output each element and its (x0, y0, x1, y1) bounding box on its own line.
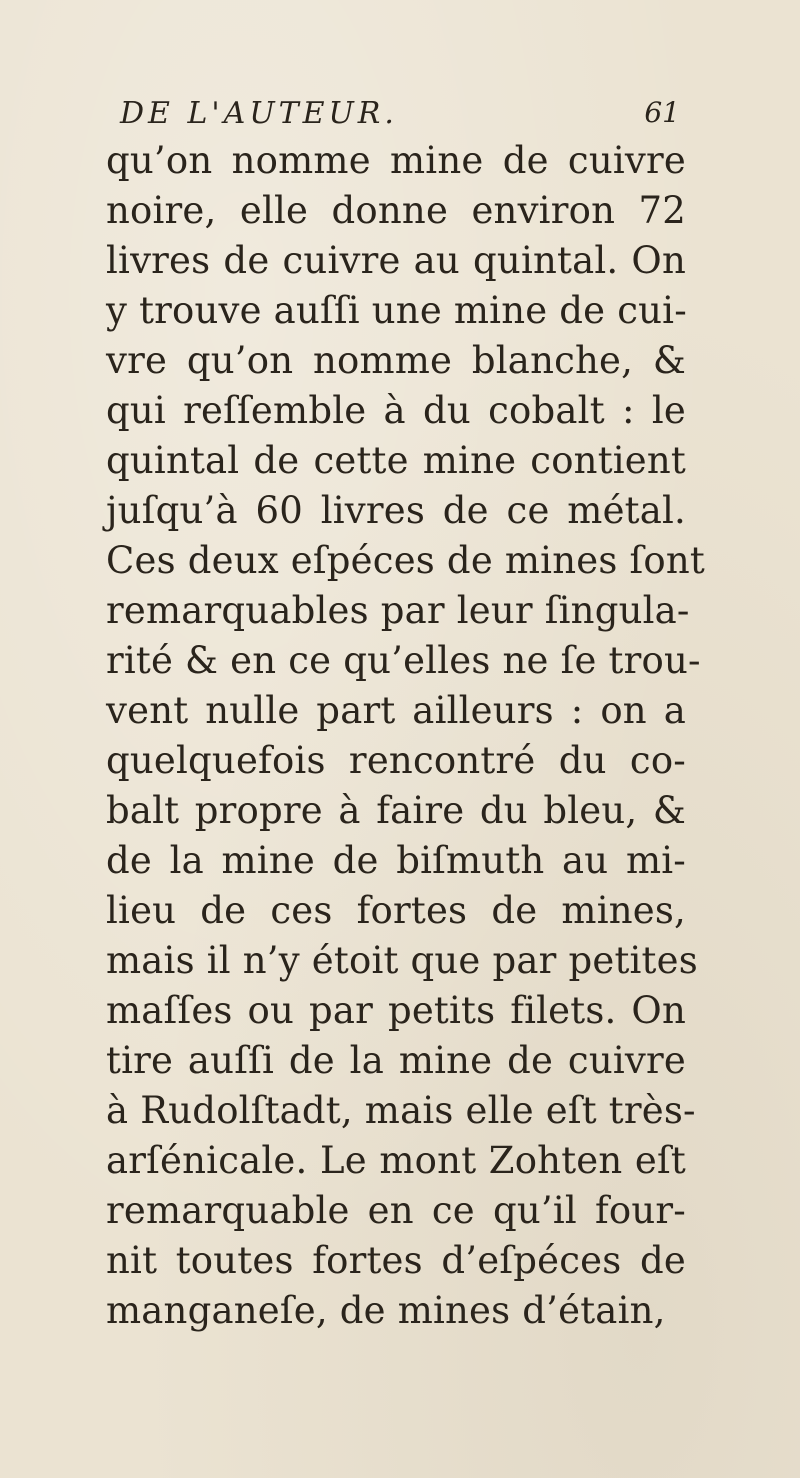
text-line: lieu de ces fortes de mines, (106, 889, 686, 932)
text-line: quelquefois rencontré du co- (106, 739, 686, 782)
text-line: juſqu’à 60 livres de ce métal. (106, 489, 686, 532)
text-line: remarquable en ce qu’il four- (106, 1189, 686, 1232)
text-line: balt propre à faire du bleu, & (106, 789, 686, 832)
page-number: 61 (644, 96, 680, 129)
text-line: quintal de cette mine contient (106, 439, 686, 482)
running-title: DE L'AUTEUR. (120, 96, 398, 131)
text-line: arſénicale. Le mont Zohten eſt (106, 1139, 686, 1182)
text-line: mais il n’y étoit que par petites (106, 939, 698, 982)
text-line: vre qu’on nomme blanche, & (106, 339, 686, 382)
text-line: rité & en ce qu’elles ne ſe trou- (106, 639, 701, 682)
text-line: Ces deux eſpéces de mines ſont (106, 539, 705, 582)
running-header (120, 96, 680, 136)
text-line: noire, elle donne environ 72 (106, 189, 686, 232)
text-line: livres de cuivre au quintal. On (106, 239, 686, 282)
text-line: qui reſſemble à du cobalt : le (106, 389, 686, 432)
text-line: nit toutes fortes d’eſpéces de (106, 1239, 686, 1282)
text-line: à Rudolſtadt, mais elle eſt très- (106, 1089, 696, 1132)
text-line: manganeſe, de mines d’étain, (106, 1289, 666, 1332)
text-line: remarquables par leur ſingula- (106, 589, 690, 632)
text-line: vent nulle part ailleurs : on a (106, 689, 686, 732)
text-line: y trouve auſſi une mine de cui- (106, 289, 687, 332)
text-line: maſſes ou par petits filets. On (106, 989, 686, 1032)
text-line: tire auſſi de la mine de cuivre (106, 1039, 686, 1082)
text-line: de la mine de biſmuth au mi- (106, 839, 686, 882)
body-text (106, 136, 705, 1336)
text-line: qu’on nomme mine de cuivre (106, 139, 686, 182)
